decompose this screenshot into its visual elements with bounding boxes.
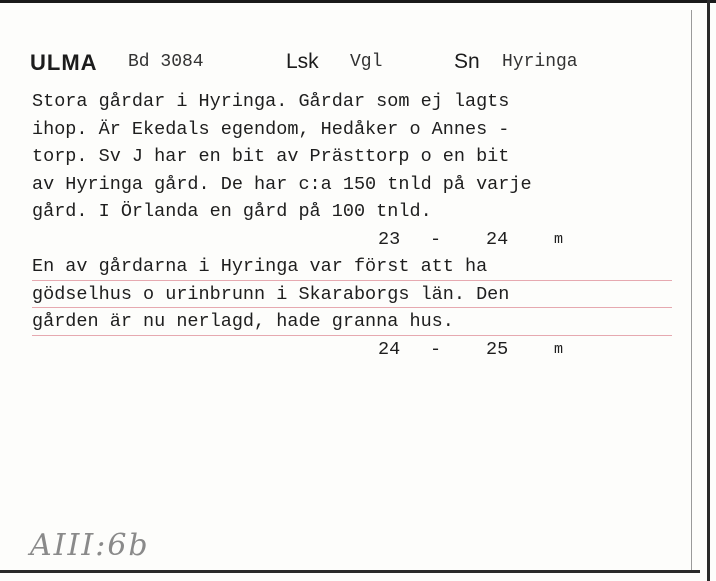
page-unit: m: [554, 340, 564, 358]
card-edge-right: [707, 0, 710, 581]
page-from: 23: [378, 228, 401, 250]
socken-label: Sn: [454, 50, 480, 73]
text-line-underlined: gården är nu nerlagd, hade granna hus.: [32, 308, 672, 336]
text-line-underlined: En av gårdarna i Hyringa var först att ha: [32, 253, 672, 281]
card-body: [32, 88, 672, 363]
text-line: torp. Sv J har en bit av Prästtorp o en bit: [32, 146, 510, 167]
card-header: [30, 50, 670, 80]
page-dash: -: [430, 338, 442, 360]
page-unit: m: [554, 230, 564, 248]
archive-name: ULMA: [30, 50, 98, 75]
page-to: 25: [486, 338, 509, 360]
page-to: 24: [486, 228, 509, 250]
card-edge-top: [0, 0, 716, 3]
card-edge-shadow: [691, 10, 692, 570]
page-reference-1: [32, 226, 672, 254]
handwritten-signum: AIII:6b: [30, 528, 150, 563]
card-edge-bottom: [0, 570, 700, 573]
volume-number: Bd 3084: [128, 52, 204, 72]
socken-value: Hyringa: [502, 52, 578, 72]
page-reference-2: [32, 336, 672, 364]
page-from: 24: [378, 338, 401, 360]
landskap-value: Vgl: [350, 52, 383, 72]
text-line: gård. I Örlanda en gård på 100 tnld.: [32, 201, 432, 222]
text-line-underlined: gödselhus o urinbrunn i Skaraborgs län. Den: [32, 281, 672, 309]
text-line: ihop. Är Ekedals egendom, Hedåker o Annes -: [32, 118, 510, 140]
text-line: Stora gårdar i Hyringa. Gårdar som ej lagts: [32, 91, 510, 112]
landskap-label: Lsk: [286, 50, 319, 73]
text-line: av Hyringa gård. De har c:a 150 tnld på varje: [32, 173, 532, 195]
page-dash: -: [430, 228, 442, 250]
